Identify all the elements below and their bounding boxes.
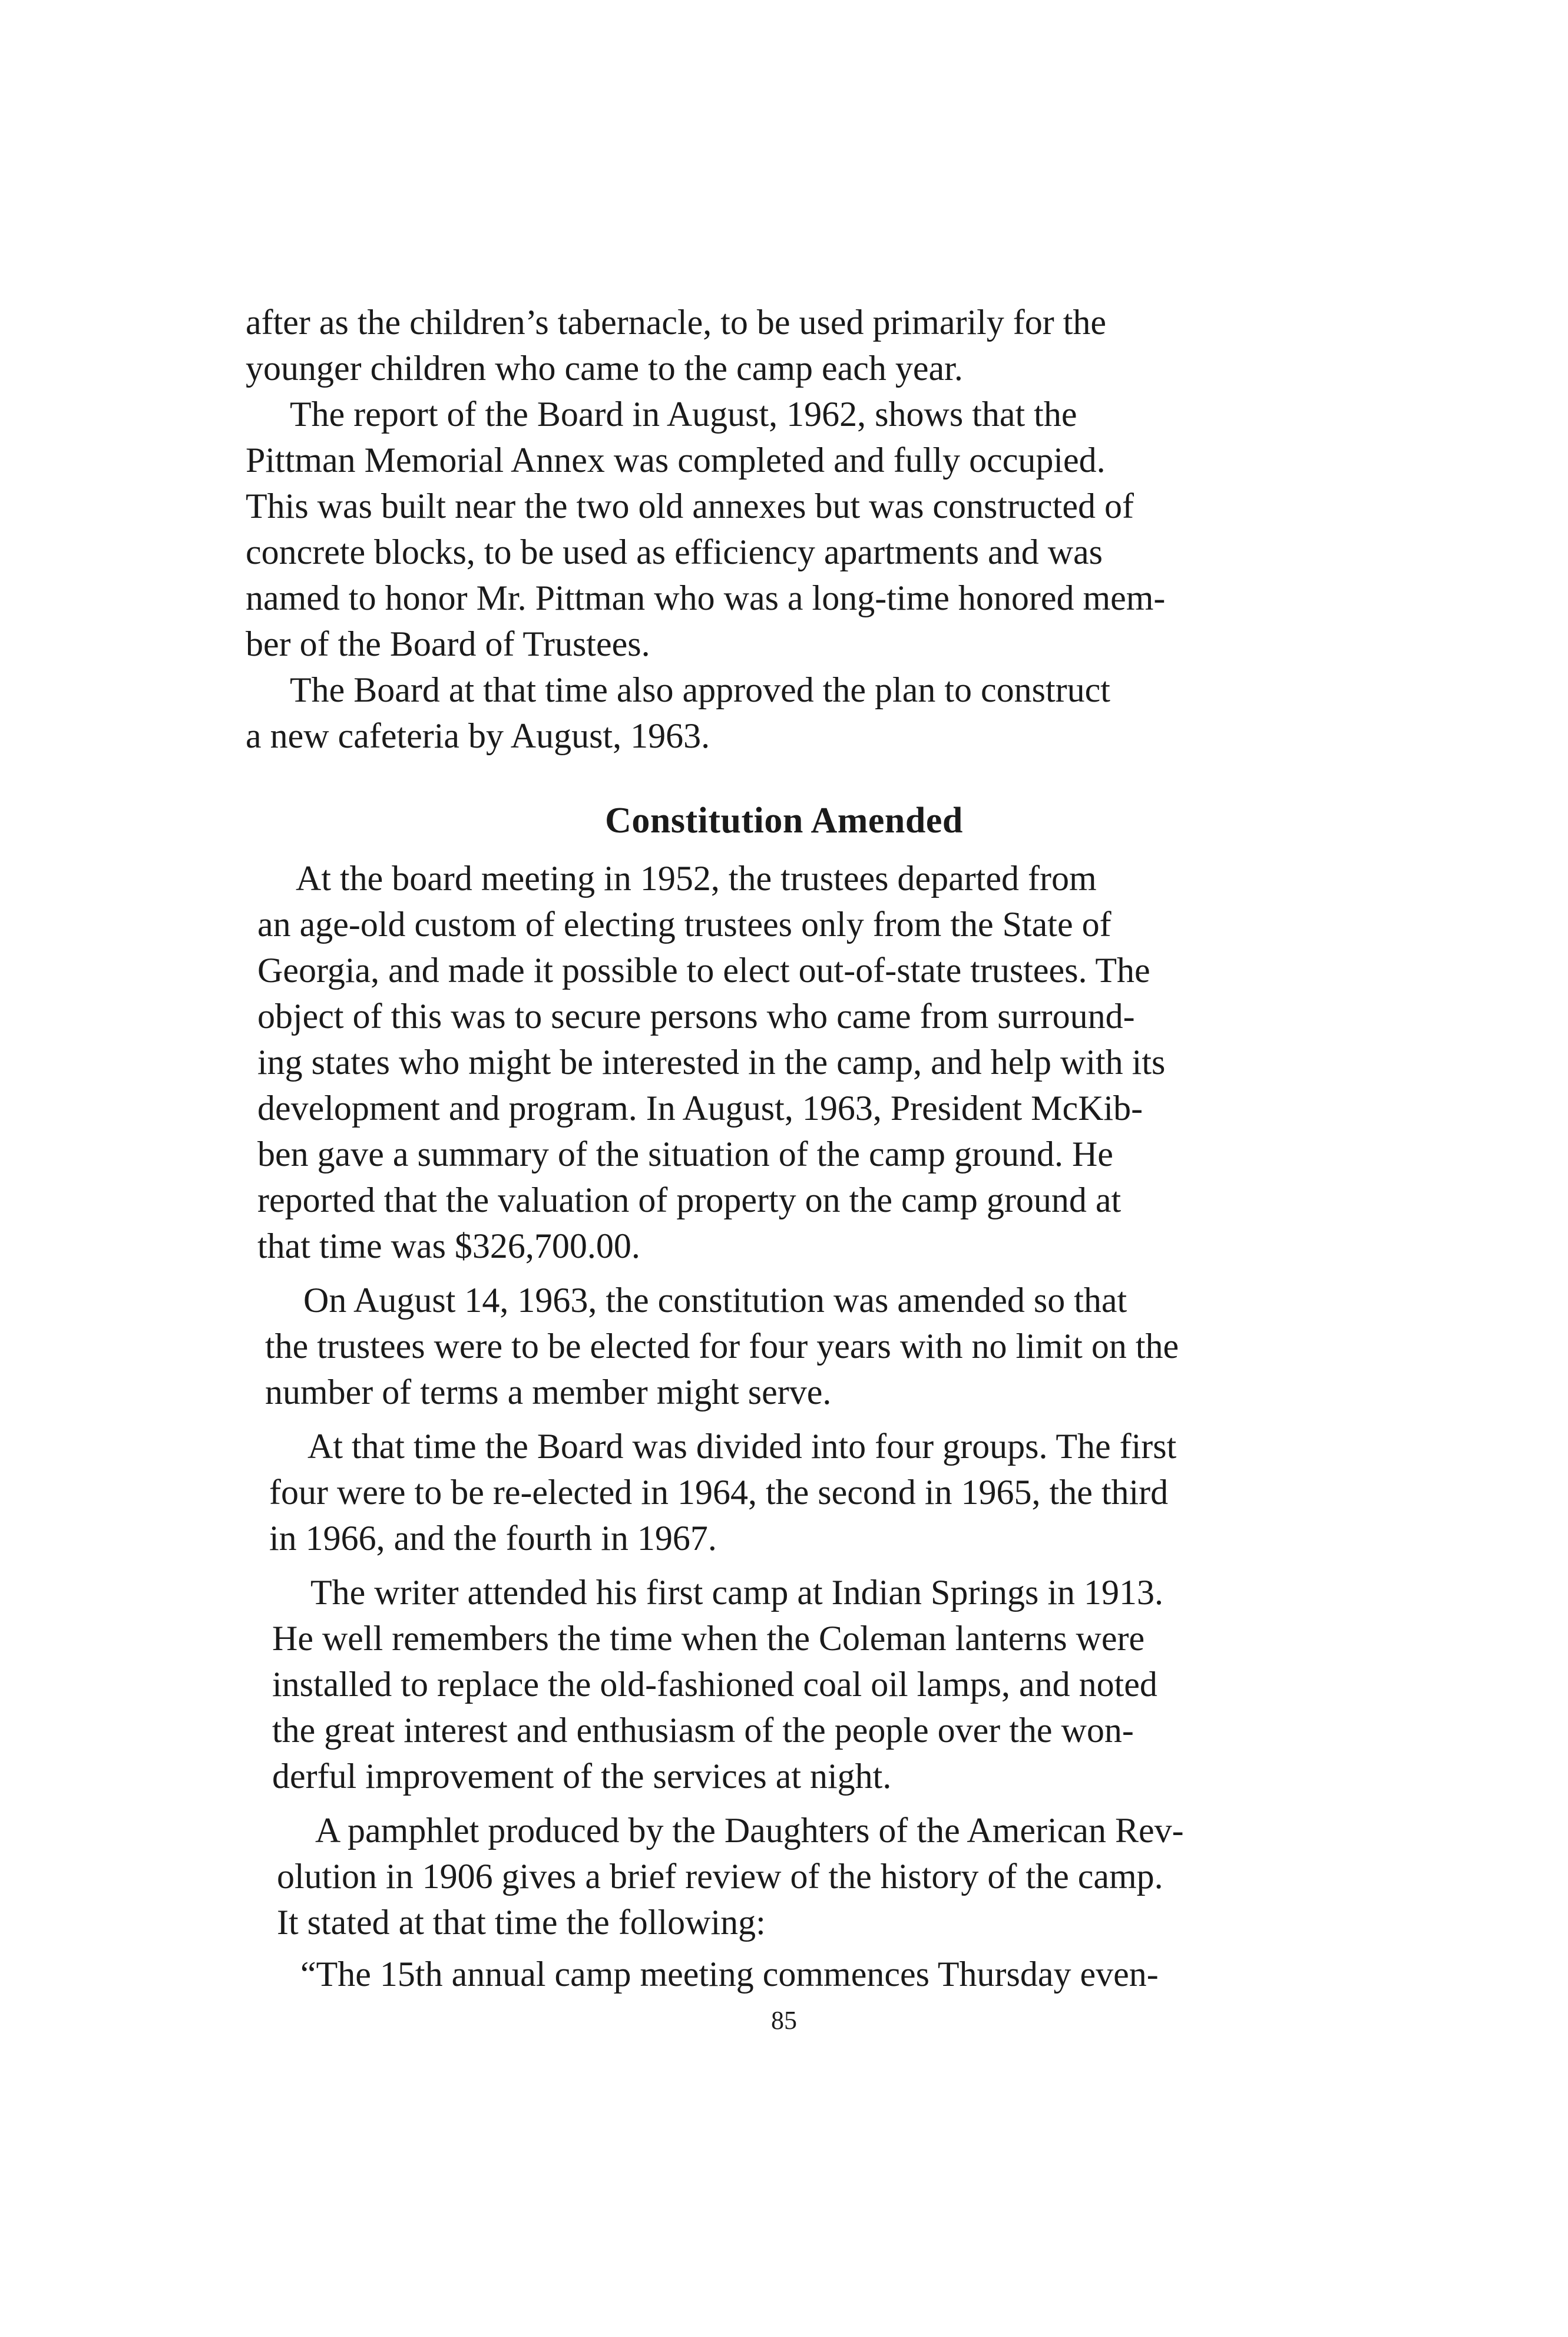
text-line: ben gave a summary of the situation of the camp ground. He: [257, 1135, 1113, 1174]
text-line: object of this was to secure persons who came from surround-: [257, 997, 1135, 1036]
text-line: Pittman Memorial Annex was completed and fully occupied.: [246, 441, 1106, 480]
text-line: four were to be re-elected in 1964, the second in 1965, the third: [269, 1473, 1169, 1512]
text-line: The Board at that time also approved the plan to construct: [290, 670, 1110, 709]
text-line: ber of the Board of Trustees.: [246, 624, 650, 663]
text-line: This was built near the two old annexes but was constructed of: [246, 487, 1134, 525]
text-line: At that time the Board was divided into four groups. The first: [307, 1427, 1177, 1466]
text-line: the trustees were to be elected for four years with no limit on the: [265, 1327, 1179, 1366]
text-line: The writer attended his first camp at Indian Springs in 1913.: [310, 1573, 1163, 1612]
section-heading: Constitution Amended: [605, 801, 963, 841]
text-line: Georgia, and made it possible to elect out-of-state trustees. The: [257, 951, 1150, 990]
text-line: number of terms a member might serve.: [265, 1373, 832, 1412]
text-line: a new cafeteria by August, 1963.: [246, 716, 710, 755]
text-line: an age-old custom of electing trustees only from the State of: [257, 905, 1112, 944]
text-line: that time was $326,700.00.: [257, 1227, 640, 1265]
text-line: after as the children’s tabernacle, to be used primarily for the: [246, 303, 1107, 342]
text-line: derful improvement of the services at night.: [272, 1757, 892, 1796]
text-line: concrete blocks, to be used as efficiency apartments and was: [246, 533, 1103, 571]
text-line: The report of the Board in August, 1962, shows that the: [290, 395, 1077, 434]
text-line: On August 14, 1963, the constitution was amended so that: [303, 1281, 1127, 1320]
text-line: olution in 1906 gives a brief review of the history of the camp.: [277, 1857, 1163, 1896]
text-line: installed to replace the old-fashioned coal oil lamps, and noted: [272, 1665, 1157, 1704]
text-line: ing states who might be interested in the camp, and help with its: [257, 1043, 1166, 1082]
text-line: A pamphlet produced by the Daughters of the American Rev-: [315, 1811, 1184, 1850]
text-line: “The 15th annual camp meeting commences Thursday even-: [300, 1955, 1159, 1994]
text-line: development and program. In August, 1963, President McKib-: [257, 1089, 1143, 1128]
text-line: reported that the valuation of property on the camp ground at: [257, 1181, 1122, 1219]
text-line: He well remembers the time when the Coleman lanterns were: [272, 1619, 1145, 1658]
text-line: At the board meeting in 1952, the trustees departed from: [296, 859, 1097, 898]
text-line: It stated at that time the following:: [277, 1903, 766, 1942]
text-line: in 1966, and the fourth in 1967.: [269, 1519, 717, 1558]
page-number: 85: [771, 2006, 797, 2035]
text-line: named to honor Mr. Pittman who was a long-time honored mem-: [246, 579, 1166, 617]
text-line: the great interest and enthusiasm of the people over the won-: [272, 1711, 1134, 1750]
text-line: younger children who came to the camp each year.: [246, 349, 963, 388]
